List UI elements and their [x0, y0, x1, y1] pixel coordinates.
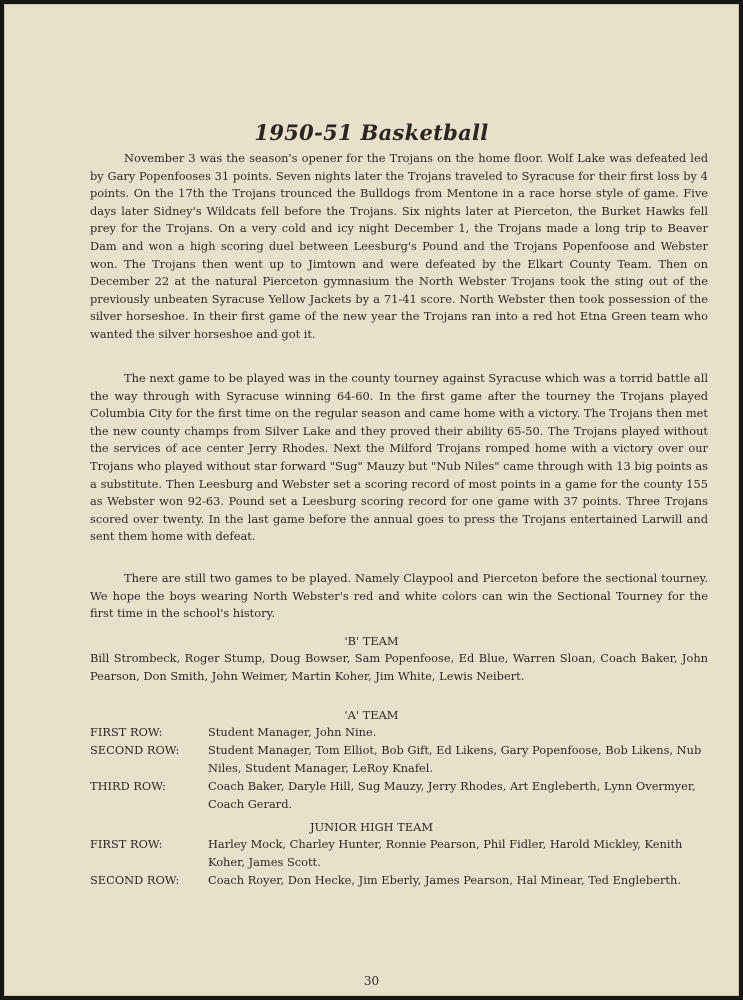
row-label: SECOND ROW: [90, 743, 180, 757]
row-names: Harley Mock, Charley Hunter, Ronnie Pearson, Phil Fidler, Harold Mickley, Kenith Koher, James Scott. [208, 837, 683, 869]
page-title: 1950-51 Basketball [254, 120, 489, 145]
row-names: Coach Baker, Daryle Hill, Sug Mauzy, Jerry Rhodes, Art Engleberth, Lynn Overmyer, Coach Gerard. [208, 779, 696, 811]
b-team-members: Bill Strombeck, Roger Stump, Doug Bowser, Sam Popenfoose, Ed Blue, Warren Sloan, Coach Baker, John Pearson, Don Smith, John Weimer, Martin Koher, Jim White, Lewis Neibert. [90, 651, 708, 683]
row-names: Student Manager, Tom Elliot, Bob Gift, Ed Likens, Gary Popenfoose, Bob Likens, Nub Niles, Student Manager, LeRoy Knafel. [208, 743, 702, 775]
paragraph-1: November 3 was the season's opener for the Trojans on the home floor. Wolf Lake was defeated led by Gary Popenfooses 31 points. Seven nights later the Trojans traveled to Syracuse for their first loss by 4 points. On the 17th the Trojans trounced the Bulldogs from Mentone in a race horse style of game. Five days later Sidney's Wildcats fell before the Trojans. Six nights later at Pierceton, the Burket Hawks fell prey for the Trojans. On a very cold and icy night December 1, the Trojans made a long trip to Beaver Dam and won a high scoring duel between Leesburg's Pound and the Trojans Popenfoose and Webster won. The Trojans then went up to Jimtown and were defeated by the Elkart County Team. Then on December 22 at the natural Pierceton gymnasium the North Webster Trojans took the sting out of the previously unbeaten Syracuse Yellow Jackets by a 71-41 score. North Webster then took possession of the silver horseshoe. In their first game of the new year the Trojans ran into a red hot Etna Green team who wanted the silver horseshoe and got it. [90, 151, 708, 341]
junior-high-heading: JUNIOR HIGH TEAM [309, 820, 434, 834]
row-names: Student Manager, John Nine. [208, 725, 377, 739]
a-team-heading: 'A' TEAM [344, 708, 399, 722]
row-label: FIRST ROW: [90, 837, 163, 851]
row-names: Coach Royer, Don Hecke, Jim Eberly, James Pearson, Hal Minear, Ted Engleberth. [208, 873, 681, 887]
b-team-heading: 'B' TEAM [344, 634, 399, 648]
row-label: SECOND ROW: [90, 873, 180, 887]
paragraph-2: The next game to be played was in the county tourney against Syracuse which was a torrid battle all the way through with Syracuse winning 64-60. In the first game after the tourney the Trojans played Columbia City for the first time on the regular season and came home with a victory. The Trojans then met the new county champs from Silver Lake and they proved their ability 65-50. The Trojans played without the services of ace center Jerry Rhodes. Next the Milford Trojans romped home with a victory over our Trojans who played without star forward "Sug" Mauzy but "Nub Niles" came through with 13 big points as a substitute. Then Leesburg and Webster set a scoring record of most points in a game for the county 155 as Webster won 92-63. Pound set a Leesburg scoring record for one game with 37 points. Three Trojans scored over twenty. In the last game before the annual goes to press the Trojans entertained Larwill and sent them home with defeat. [90, 371, 708, 544]
paragraph-3: There are still two games to be played. Namely Claypool and Pierceton before the sectional tourney. We hope the boys wearing North Webster's red and white colors can win the Sectional Tourney for the first time in the school's history. [90, 571, 708, 621]
row-label: THIRD ROW: [90, 779, 166, 793]
yearbook-page [4, 4, 739, 996]
page-number: 30 [363, 974, 380, 988]
row-label: FIRST ROW: [90, 725, 163, 739]
